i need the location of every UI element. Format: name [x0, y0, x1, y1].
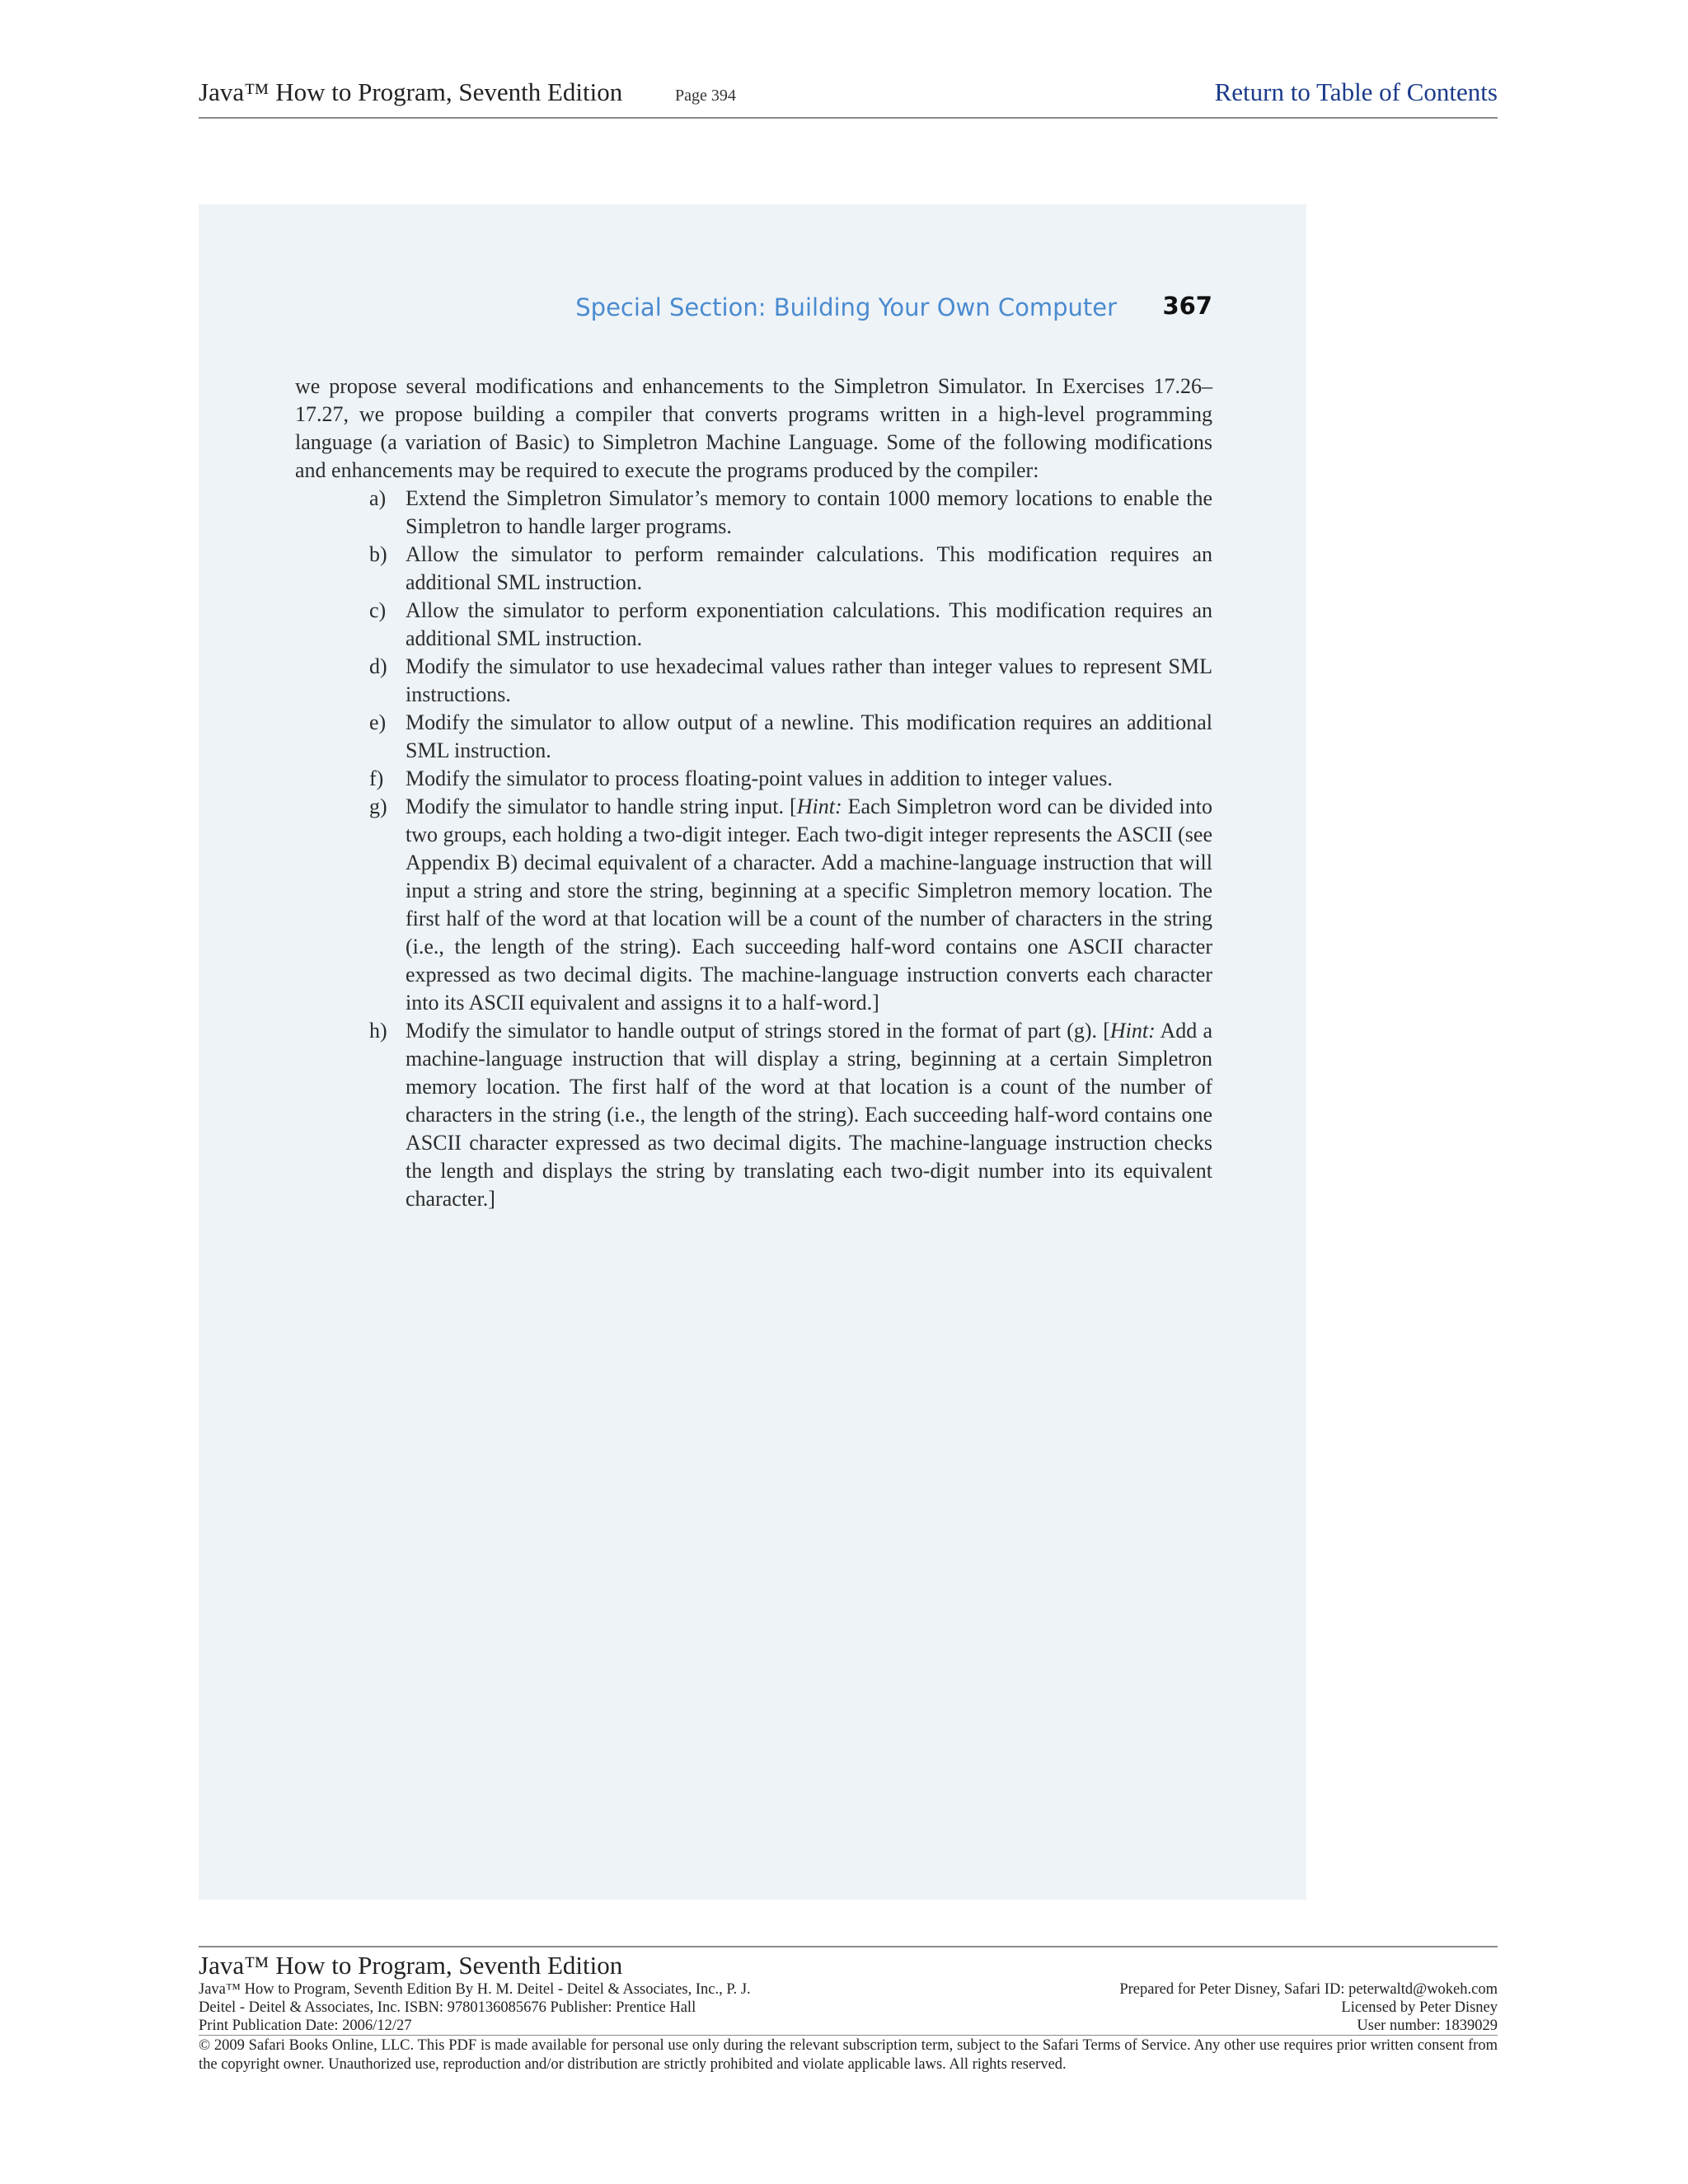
footer-info-line: Deitel - Deitel & Associates, Inc. ISBN: 9780136085676 Publisher: Prentice Hall	[199, 1999, 696, 2016]
list-item-text: Allow the simulator to perform exponentiation calculations. This modification requires an additional SML instruction.	[406, 598, 1212, 650]
list-marker: h)	[369, 1019, 387, 1043]
list-item-text: Modify the simulator to use hexadecimal values rather than integer values to represent SML instructions.	[406, 654, 1212, 706]
list-marker: e)	[369, 710, 387, 734]
top-header	[199, 76, 1498, 119]
list-item-text	[406, 794, 1212, 1015]
footer-license-line: Prepared for Peter Disney, Safari ID: peterwaltd@wokeh.com	[1119, 1981, 1498, 1998]
list-item-text: Modify the simulator to process floating-point values in addition to integer values.	[406, 766, 1113, 790]
list-item	[295, 765, 1212, 793]
list-item	[295, 709, 1212, 765]
list-item-text: Modify the simulator to allow output of a newline. This modification requires an additional SML instruction.	[406, 710, 1212, 762]
return-to-toc-link[interactable]: Return to Table of Contents	[1214, 77, 1498, 106]
list-item-text: Extend the Simpletron Simulator’s memory to contain 1000 memory locations to enable the Simpletron to handle larger programs.	[406, 486, 1212, 538]
list-item-text-before: Modify the simulator to handle output of strings stored in the format of part (g). [	[406, 1019, 1110, 1043]
list-marker: a)	[369, 486, 387, 510]
footer-meta	[199, 1980, 1498, 2035]
list-marker: d)	[369, 654, 387, 678]
body-text	[295, 373, 1212, 1213]
footer-info-line: Java™ How to Program, Seventh Edition By H. M. Deitel - Deitel & Associates, Inc., P. J.	[199, 1981, 751, 1998]
modification-list	[295, 485, 1212, 1213]
hint-label: Hint:	[1109, 1019, 1156, 1043]
page-number: 367	[1162, 292, 1212, 320]
footer-info-line: Print Publication Date: 2006/12/27	[199, 2018, 412, 2034]
list-item-text: Allow the simulator to perform remainder calculations. This modification requires an additional SML instruction.	[406, 542, 1212, 594]
page-label: Page 394	[675, 87, 736, 105]
list-item-text-after: Add a machine-language instruction that will display a string, beginning at a certain Simpletron memory location. The first half of the word at that location is a count of the number of characters in the string (i.e., the length of the string). Each succeeding half-word contains one ASCII character expressed as two decimal digits. The machine-language instruction checks the length and displays the string by translating each two-digit number into its equivalent character.]	[406, 1019, 1212, 1211]
list-marker: c)	[369, 598, 387, 622]
list-item	[295, 541, 1212, 597]
list-item	[295, 793, 1212, 1017]
footer	[199, 1946, 1498, 2074]
list-marker: g)	[369, 794, 387, 818]
footer-license-line: Licensed by Peter Disney	[1341, 1999, 1498, 2016]
list-item	[295, 653, 1212, 709]
list-marker: f)	[369, 766, 384, 790]
list-item	[295, 597, 1212, 653]
footer-license-info	[921, 1980, 1498, 2035]
list-item	[295, 485, 1212, 541]
list-item	[295, 1017, 1212, 1213]
copyright-notice: © 2009 Safari Books Online, LLC. This PDF is made available for personal use only during the relevant subscription term, subject to the Safari Terms of Service. Any other use requires prior written consent from the copyright owner. Unauthorized use, reproduction and/or distribution are strictly prohibited and violate applicable laws. All rights reserved.	[199, 2035, 1498, 2074]
footer-book-title: Java™ How to Program, Seventh Edition	[199, 1951, 623, 1980]
hint-label: Hint:	[796, 794, 842, 818]
book-page	[199, 204, 1306, 1900]
book-title: Java™ How to Program, Seventh Edition	[199, 77, 623, 106]
list-item-text-after: Each Simpletron word can be divided into two groups, each holding a two-digit integer. Each two-digit integer represents the ASCII (see Appendix B) decimal equivalent of a character. Add a machine-language instruction that will input a string and store the string, beginning at a specific Simpletron memory location. The first half of the word at that location will be a count of the number of characters in the string (i.e., the length of the string). Each succeeding half-word contains one ASCII character expressed as two decimal digits. The machine-language instruction converts each character into its ASCII equivalent and assigns it to a half-word.]	[406, 794, 1212, 1015]
list-marker: b)	[369, 542, 387, 566]
list-item-text-before: Modify the simulator to handle string input. [	[406, 794, 797, 818]
intro-paragraph: we propose several modifications and enhancements to the Simpletron Simulator. In Exercises 17.26– 17.27, we propose building a compiler that converts programs written in a high-level programming language (a variation of Basic) to Simpletron Machine Language. Some of the following modifications and enhancements may be required to execute the programs produced by the compiler:	[295, 374, 1212, 482]
footer-publication-info	[199, 1980, 940, 2035]
section-title: Special Section: Building Your Own Computer	[575, 293, 1117, 321]
footer-license-line: User number: 1839029	[1357, 2018, 1498, 2034]
list-item-text	[406, 1019, 1212, 1211]
running-head	[199, 290, 1212, 326]
